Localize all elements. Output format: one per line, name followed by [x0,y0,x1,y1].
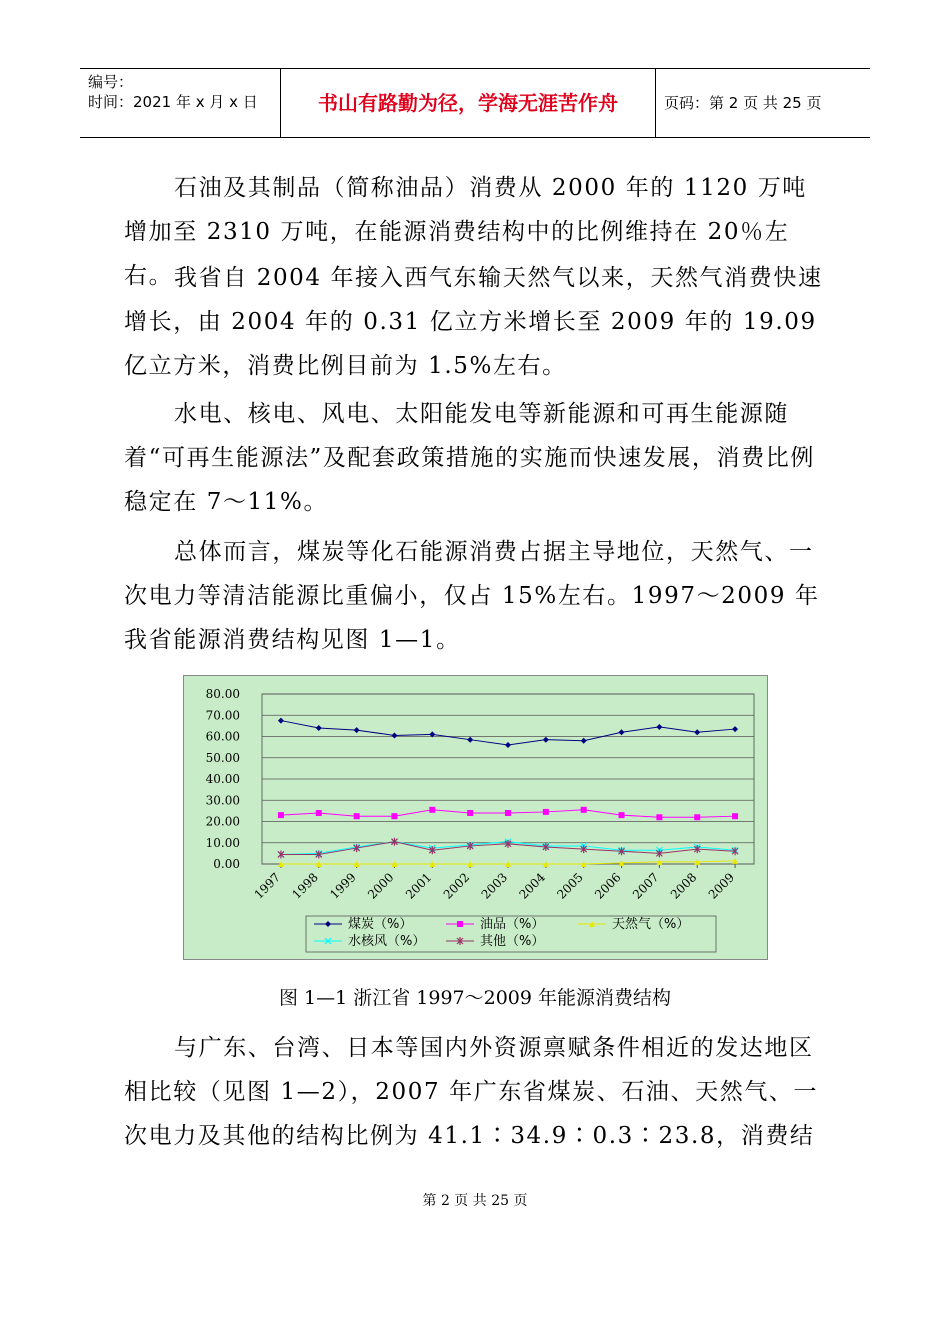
x-tick-label: 2006 [592,870,624,902]
data-point-series-2 [543,809,549,815]
legend-marker [457,921,463,927]
data-point-series-1 [354,727,360,733]
x-tick-label: 1997 [251,870,284,902]
data-point-series-2 [505,810,511,816]
x-tick-label: 1999 [327,870,359,902]
time-label: 时间：2021 年 x 月 x 日 [88,93,258,111]
legend-label: 其他（%） [480,934,545,949]
figure-caption: 图 1—1 浙江省 1997～2009 年能源消费结构 [278,987,672,1009]
number-label: 编号： [88,73,134,91]
y-tick-label: 50.00 [205,750,240,765]
data-point-series-1 [694,729,700,735]
data-point-series-2 [391,813,397,819]
data-point-series-1 [581,738,587,744]
data-point-series-1 [732,726,738,732]
legend-label: 天然气（%） [612,917,690,932]
x-tick-label: 2001 [402,870,435,902]
x-tick-label: 2003 [478,870,511,902]
data-point-series-1 [391,732,397,738]
header-motto: 书山有路勤为径，学海无涯苦作舟 [281,69,656,137]
data-point-series-2 [467,810,473,816]
y-tick-label: 70.00 [205,708,240,723]
data-point-series-2 [694,814,700,820]
data-point-series-2 [656,814,662,820]
data-point-series-2 [278,812,284,818]
data-point-series-1 [619,729,625,735]
x-tick-label: 2000 [365,870,397,902]
data-point-series-2 [581,807,587,813]
x-tick-label: 2008 [667,870,700,902]
data-point-series-1 [543,737,549,743]
page-footer: 第 2 页 共 25 页 [422,1193,528,1209]
data-point-series-2 [732,813,738,819]
data-point-series-1 [316,725,322,731]
energy-structure-chart [183,675,768,960]
y-tick-label: 60.00 [205,729,240,744]
paragraph-natural-gas: 我省自 2004 年接入西气东输天然气以来，天然气消费快速增长，由 2004 年的 0.31 亿立方米增长至 2009 年的 19.09 亿立方米，消费比例目前为 1.5%左右。 [124,265,823,379]
data-point-series-1 [278,718,284,724]
y-tick-label: 0.00 [213,857,240,871]
paragraph-comparison: 与广东、台湾、日本等国内外资源禀赋条件相近的发达地区相比较（见图 1—2），2007 年广东省煤炭、石油、天然气、一次电力及其他的结构比例为 41.1∶34.9∶0.3∶23.8，消费结 [124,1035,819,1149]
y-tick-label: 30.00 [205,793,240,808]
header-page-info: 页码：第 2 页 共 25 页 [664,94,822,112]
x-tick-label: 2009 [705,870,738,902]
paragraph-renewables: 水电、核电、风电、太阳能发电等新能源和可再生能源随着“可再生能源法”及配套政策措施的实施而快速发展，消费比例稳定在 7～11%。 [124,401,815,515]
data-point-series-2 [354,813,360,819]
data-point-series-1 [656,724,662,730]
x-tick-label: 2005 [554,870,586,902]
paragraph-summary: 总体而言，煤炭等化石能源消费占据主导地位，天然气、一次电力等清洁能源比重偏小，仅占 15%左右。1997～2009 年我省能源消费结构见图 1—1。 [124,539,820,653]
y-tick-label: 40.00 [205,772,240,786]
x-tick-label: 2002 [440,870,473,902]
data-point-series-2 [619,812,625,818]
header-meta-cell [80,69,281,137]
data-point-series-2 [316,810,322,816]
data-point-series-1 [505,742,511,748]
series-line-1 [281,721,735,745]
paragraph-oil: 石油及其制品（简称油品）消费从 2000 年的 1120 万吨增加至 2310 万吨，在能源消费结构中的比例维持在 20％左右。 [124,175,807,289]
document-header [80,68,870,138]
chart-svg [184,676,767,959]
x-tick-label: 2007 [630,870,662,902]
data-point-series-1 [467,737,473,743]
x-tick-label: 1998 [289,870,321,902]
x-tick-label: 2004 [516,870,548,902]
legend-label: 煤炭（%） [348,917,413,932]
legend-label: 油品（%） [480,917,545,932]
data-point-series-2 [429,807,435,813]
y-tick-label: 10.00 [205,835,240,850]
y-tick-label: 20.00 [205,814,240,829]
legend-label: 水核风（%） [348,934,426,949]
y-tick-label: 80.00 [205,687,240,701]
